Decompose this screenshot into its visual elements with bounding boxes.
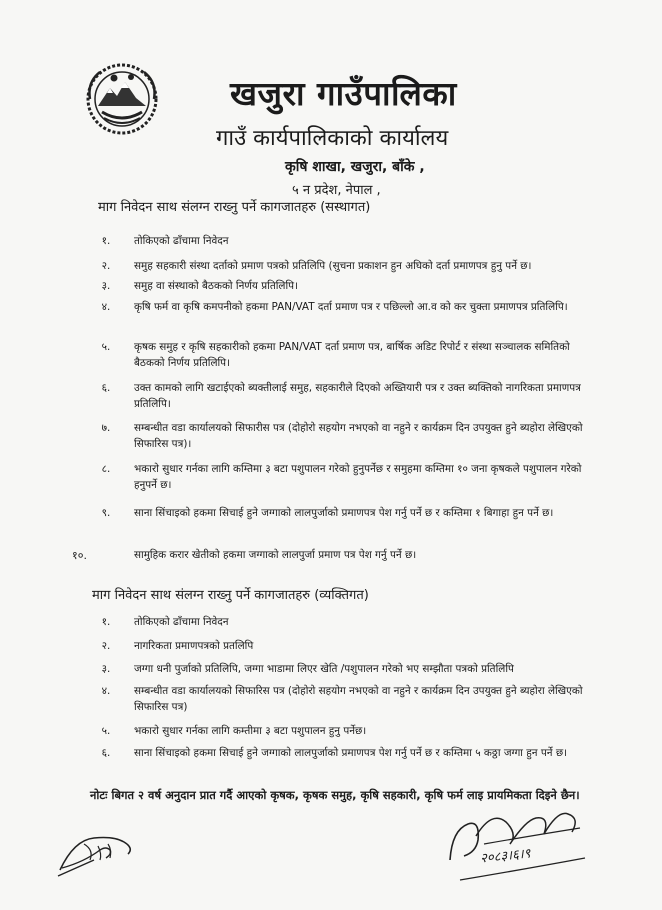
handwritten-initials-signature-icon: [54, 820, 144, 880]
list-item: [72, 548, 598, 564]
list-item-text: जग्गा धनी पुर्जाको प्रतिलिपि, जग्गा भाडामा लिएर खेति /पशुपालन गरेको भए सम्झौता पत्रको प्रतिलिपि: [134, 663, 514, 675]
list-item: [78, 234, 598, 250]
list-item: [78, 381, 598, 412]
list-item: [78, 639, 598, 655]
handwritten-signature-icon: [440, 800, 590, 885]
list-item-number: २.: [101, 640, 111, 652]
list-item-number: ६.: [101, 747, 111, 759]
list-item-text: भकारो सुधार गर्नका लागि कम्तीमा ३ बटा पशुपालन हुनु पर्नेछ।: [134, 725, 367, 737]
list-item: [78, 724, 598, 740]
list-item-text: सामुहिक करार खेतीको हकमा जग्गाको लालपुर्जा प्रमाण पत्र पेश गर्नु पर्ने छ।: [134, 549, 417, 561]
list-item-text: भकारो सुधार गर्नका लागि कम्तिमा ३ बटा पशुपालन गरेको हुनुपर्नेछ र समुहमा कम्तिमा १० जना कृषकले पशुपालन गरेको हनुपर्ने छ।: [134, 463, 582, 491]
list-item: [78, 340, 598, 371]
list-item-text: कृषक समुह र कृषि सहकारीको हकमा PAN/VAT दर्ता प्रमाण पत्र, बार्षिक अडिट रिपोर्ट र संस्था सञ्चालक समितिको बैठकको निर्णय प्रतिलिपि।: [134, 341, 570, 369]
list-item: [78, 506, 598, 522]
list-item-text: तोकिएको ढाँचामा निवेदन: [134, 616, 229, 628]
signature-date: २०८३।६।९: [479, 846, 532, 867]
list-item-text: साना सिंचाइको हकमा सिचाई हुने जग्गाको लालपुर्जाको प्रमाणपत्र पेश गर्नु पर्ने छ र कम्तिमा १ बिगाहा हुन पर्ने छ।: [134, 507, 554, 519]
list-item-number: १.: [101, 235, 111, 247]
section-heading-institutional: माग निवेदन साथ संलग्न राख्नु पर्ने कागजातहरु (सस्थागत): [98, 200, 371, 215]
list-item-text: नागरिकता प्रमाणपत्रको प्रतलिपि: [134, 640, 254, 652]
priority-note: नोटः बिगत २ वर्ष अनुदान प्रात गर्दै आएको कृषक, कृषक समुह, कृषि सहकारी, कृषि फर्म लाइ प्रायमिकता दिइने छैन।: [90, 788, 580, 802]
address-line-1: कृषि शाखा, खजुरा, बाँके ,: [285, 159, 425, 175]
list-item-number: ३.: [101, 663, 111, 675]
list-item: [78, 421, 598, 452]
list-item-number: ३.: [101, 280, 111, 292]
list-item-number: २.: [101, 260, 111, 272]
list-item: [78, 662, 598, 678]
list-item-number: ७.: [101, 422, 111, 434]
list-item-text: समुह सहकारी संस्था दर्ताको प्रमाण पत्रको प्रतिलिपि (सुचना प्रकाशन हुन अघिको दर्ता प्रमाणपत्र हुनु पर्ने छ।: [134, 260, 532, 272]
list-item: [78, 259, 598, 275]
list-item: [78, 300, 598, 316]
list-item: [78, 462, 598, 493]
list-item: [78, 746, 598, 762]
list-item-number: ६.: [101, 382, 111, 394]
list-item-text: साना सिंचाइको हकमा सिचाई हुने जग्गाको लालपुर्जाको प्रमाणपत्र पेश गर्नु पर्ने छ र कम्तिमा ५ कठ्ठा जग्गा हुन पर्ने छ।: [134, 747, 568, 759]
list-item-number: ५.: [101, 341, 111, 353]
list-item-number: ४.: [101, 685, 111, 697]
list-item: [78, 615, 598, 631]
list-item: [78, 684, 598, 715]
list-item-text: तोकिएको ढाँचामा निवेदन: [134, 235, 229, 247]
list-item-text: उक्त कामको लागि खटाईएको ब्यक्तीलाई समुह, सहकारीले दिएको अख्तियारी पत्र र उक्त ब्यक्तिको नागरिकता प्रमाणपत्र प्रतिलिपि।: [134, 382, 581, 410]
list-item: [78, 279, 598, 295]
list-item-number: १०.: [72, 549, 87, 562]
list-item-text: सम्बन्धीत वडा कार्यालयको सिफारिस पत्र (दोहोरो सहयोग नभएको वा नहुने र कार्यक्रम दिन उपयुक्त हुने ब्यहोरा लेखिएको सिफारिस पत्र): [134, 685, 583, 713]
address-line-2: ५ न प्रदेश, नेपाल ,: [292, 183, 381, 198]
list-item-text: सम्बन्धीत वडा कार्यालयको सिफारीस पत्र (दोहोरो सहयोग नभएको वा नहुने र कार्यक्रम दिन उपयुक्त हुने ब्यहोरा लेखिएको सिफारिस पत्र)।: [134, 422, 583, 450]
list-item-number: ४.: [101, 301, 111, 313]
list-item-number: ८.: [101, 463, 111, 475]
list-item-number: ९.: [101, 507, 111, 519]
list-item-text: कृषि फर्म वा कृषि कमपनीको हकमा PAN/VAT दर्ता प्रमाण पत्र र पछिल्लो आ.व को कर चुक्ता प्रमाणपत्र प्रतिलिपि।: [134, 301, 568, 313]
list-item-number: ५.: [101, 725, 111, 737]
list-item-number: १.: [101, 616, 111, 628]
nepal-government-emblem-icon: [84, 62, 160, 136]
section-heading-individual: माग निवेदन साथ संलग्न राख्नु पर्ने कागजातहरु (व्यक्तिगत): [92, 588, 369, 603]
list-item-text: समुह वा संस्थाको बैठकको निर्णय प्रतिलिपि।: [134, 280, 299, 292]
office-subtitle: गाउँ कार्यपालिकाको कार्यालय: [216, 126, 449, 151]
municipality-title: खजुरा गाउँपालिका: [230, 74, 457, 113]
